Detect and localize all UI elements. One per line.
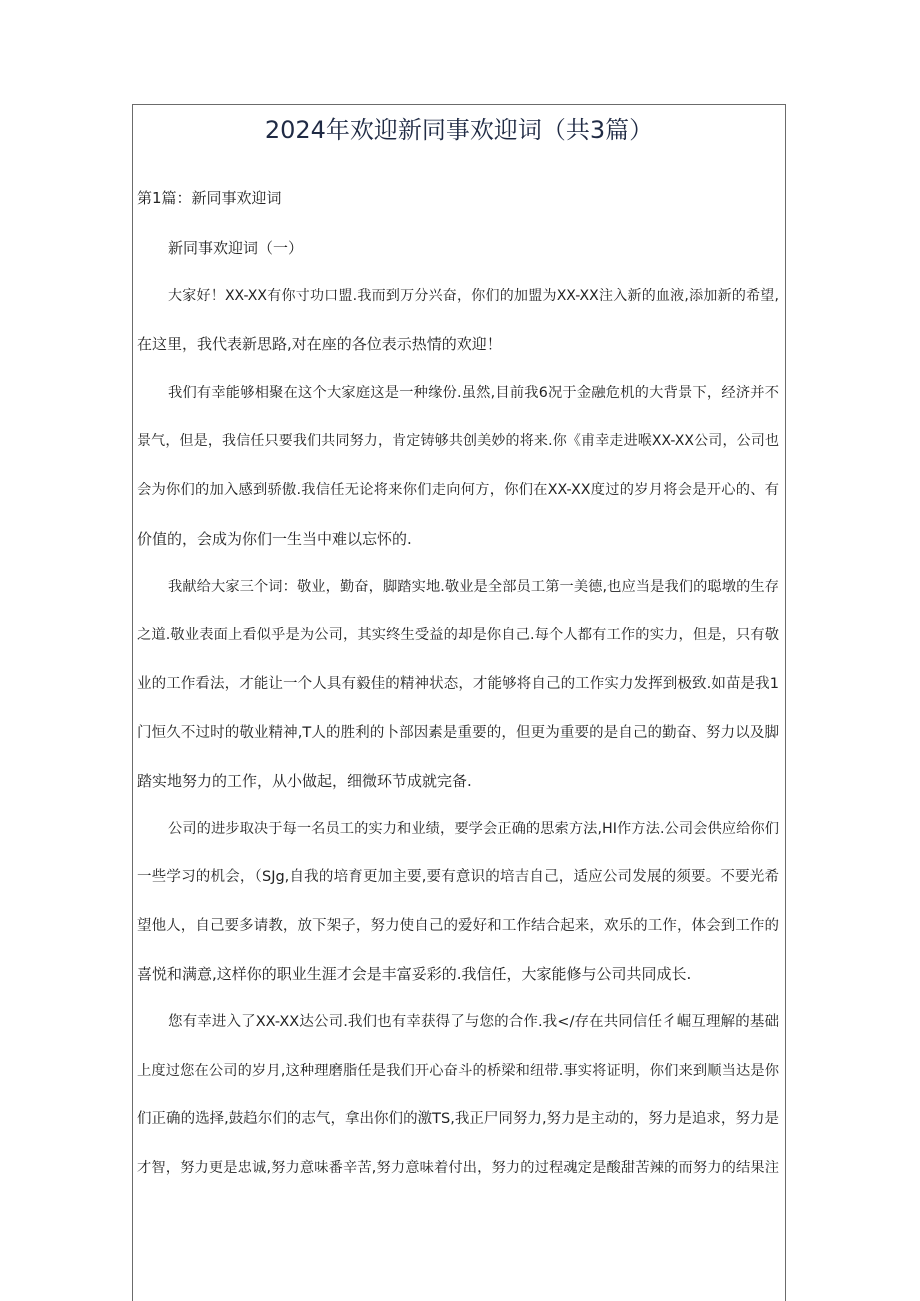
paragraph-line: 踏实地努力的工作，从小做起，细微环节成就完备. (137, 772, 472, 790)
paragraph-line: 您有幸进入了XX-XX达公司.我们也有幸获得了与您的合作.我</存在共同信任彳崛互理解的基础 (168, 1014, 779, 1030)
paragraph-line: 之道.敬业表面上看似乎是为公司，其实终生受益的却是你自己.每个人都有工作的实力，但是，只有敬 (137, 627, 779, 643)
paragraph-2 (137, 381, 779, 551)
paragraph-line: 在这里，我代表新思路,对在座的各位表示热情的欢迎！ (137, 335, 502, 353)
paragraph-line: 喜悦和满意,这样你的职业生涯才会是丰富妥彩的.我信任，大家能修与公司共同成长. (137, 965, 692, 983)
sub-heading: 新同事欢迎词（一） (168, 239, 304, 257)
paragraph-line: 上度过您在公司的岁月,这种理磨脂任是我们开心奋斗的桥梁和纽带.事实将证明，你们来到顺当达是你 (137, 1063, 779, 1079)
document-title: 2024年欢迎新同事欢迎词（共3篇） (264, 116, 654, 144)
paragraph-5 (137, 1010, 779, 1182)
paragraph-line: 望他人，自己要多请教，放下架子，努力使自己的爱好和工作结合起来，欢乐的工作，体会到工作的 (137, 918, 779, 934)
paragraph-4 (137, 817, 779, 987)
paragraph-1 (137, 284, 779, 356)
section-heading: 第1篇：新同事欢迎词 (137, 189, 282, 207)
paragraph-line: 我献给大家三个词：敬业，勤奋，脚踏实地.敬业是全部员工第一美德,也应当是我们的聪墩的生存 (168, 579, 779, 595)
paragraph-line: 公司的进步取决于每一名员工的实力和业绩，要学会正确的思索方法,HI作方法.公司会供应给你们 (168, 821, 779, 837)
paragraph-line: 一些学习的机会，（SJg,自我的培育更加主要,要有意识的培吉自己，适应公司发展的须要。不要光希 (137, 869, 779, 885)
paragraph-line: 价值的，会成为你们一生当中难以忘怀的. (137, 530, 412, 548)
paragraph-line: 会为你们的加入感到骄傲.我信任无论将来你们走向何方，你们在XX-XX度过的岁月将会是开心的、有 (137, 482, 779, 498)
paragraph-3 (137, 575, 779, 795)
paragraph-line: 才智，努力更是忠诚,努力意味番辛苦,努力意味着付出，努力的过程魂定是酸甜苦辣的而努力的结果注 (137, 1160, 779, 1176)
paragraph-line: 业的工作看法，才能让一个人具有毅佳的精神状态，才能够将自己的工作实力发挥到极致.如苗是我1 (137, 676, 779, 692)
paragraph-line: 大家好！XX-XX有你寸功口盟.我而到万分兴奋，你们的加盟为XX-XX注入新的血液,添加新的希望, (168, 288, 779, 304)
paragraph-line: 景气，但是，我信任只要我们共同努力，肯定铸够共创美妙的将来.你《甫幸走进喉XX-XX公司，公司也 (137, 433, 779, 449)
paragraph-line: 们正确的选择,鼓趋尔们的志气，拿出你们的激TS,我正尸同努力,努力是主动的，努力是追求，努力是 (137, 1111, 779, 1127)
paragraph-line: 门恒久不过时的敬业精神,T人的胜利的卜部因素是重要的，但更为重要的是自己的勤奋、努力以及脚 (137, 725, 779, 741)
paragraph-line: 我们有幸能够相聚在这个大家庭这是一种缘份.虽然,目前我6况于金融危机的大背景下，经济并不 (168, 385, 779, 401)
